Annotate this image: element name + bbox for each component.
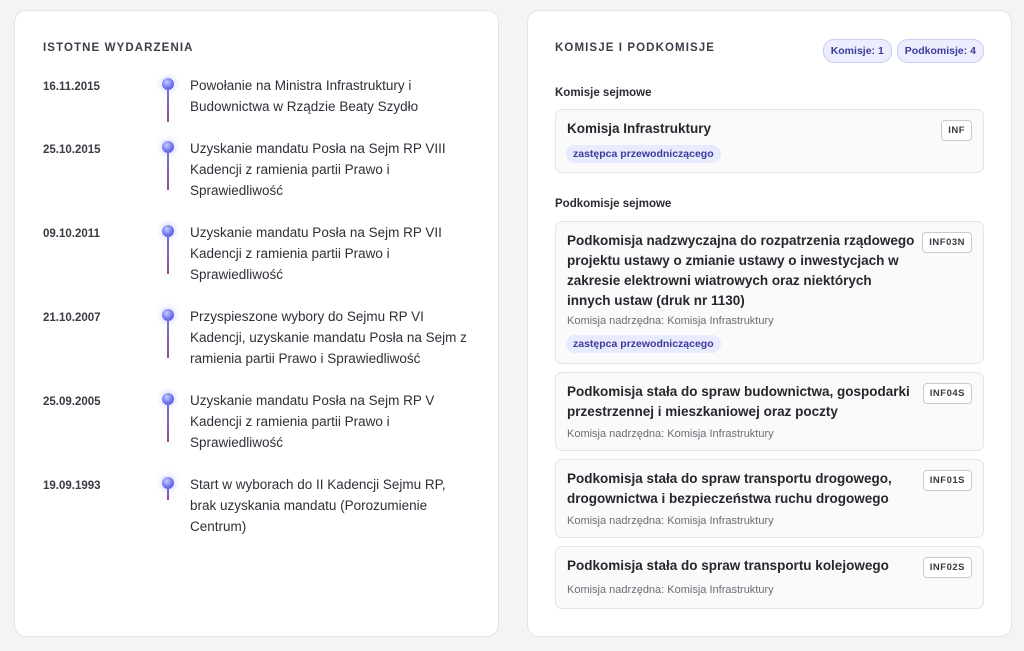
timeline-date: 25.09.2005 (43, 396, 101, 408)
timeline-line (167, 87, 169, 122)
subcommittee-card[interactable] (555, 546, 984, 609)
committee-card[interactable] (555, 109, 984, 173)
role-badge: zastępca przewodniczącego (566, 145, 721, 163)
timeline-text: Przyspieszone wybory do Sejmu RP VI Kadencji, uzyskanie mandatu Posła na Sejm z ramienia partii Prawo i Sprawiedliwość (190, 309, 467, 366)
parent-committee: Komisja nadrzędna: Komisja Infrastruktury (567, 584, 774, 596)
timeline-date: 21.10.2007 (43, 312, 101, 324)
timeline-date: 25.10.2015 (43, 144, 101, 156)
events-card (14, 10, 499, 637)
committees-subheading: Komisje sejmowe (555, 87, 652, 99)
role-badge: zastępca przewodniczącego (566, 335, 721, 353)
parent-committee: Komisja nadrzędna: Komisja Infrastruktury (567, 428, 774, 440)
count-badges (823, 39, 984, 63)
timeline-line (167, 234, 169, 274)
timeline-date: 09.10.2011 (43, 228, 100, 240)
committees-title: KOMISJE I PODKOMISJE (555, 42, 716, 54)
subcommittee-code: INF02S (923, 557, 972, 578)
timeline-line (167, 486, 169, 500)
subcommittee-name: Podkomisja stała do spraw transportu drogowego, drogownictwa i bezpieczeństwa ruchu drogowego (567, 471, 892, 506)
timeline-date: 19.09.1993 (43, 480, 101, 492)
subcommittee-code: INF04S (923, 383, 972, 404)
subcommittee-card[interactable] (555, 372, 984, 451)
events-title: ISTOTNE WYDARZENIA (43, 42, 194, 54)
timeline-date: 16.11.2015 (43, 81, 100, 93)
timeline-text: Powołanie na Ministra Infrastruktury i Budownictwa w Rządzie Beaty Szydło (190, 78, 419, 114)
subcommittee-code: INF03N (922, 232, 972, 253)
subcommittees-count-badge: Podkomisje: 4 (897, 39, 984, 63)
timeline-text: Start w wyborach do II Kadencji Sejmu RP, brak uzyskania mandatu (Porozumienie Centrum) (190, 477, 446, 534)
subcommittee-code: INF01S (923, 470, 972, 491)
subcommittee-name: Podkomisja stała do spraw transportu kolejowego (567, 558, 889, 573)
subcommittee-card[interactable] (555, 459, 984, 538)
subcommittee-card[interactable] (555, 221, 984, 364)
subcommittee-name: Podkomisja nadzwyczajna do rozpatrzenia rządowego projektu ustawy o zmianie ustawy o inwestycjach w zakresie elektrowni wiatrowych oraz niektórych innych ustaw (druk nr 1130) (567, 233, 915, 308)
parent-committee: Komisja nadrzędna: Komisja Infrastruktury (567, 315, 774, 327)
subcommittees-subheading: Podkomisje sejmowe (555, 198, 672, 210)
committees-count-badge: Komisje: 1 (823, 39, 892, 63)
parent-committee: Komisja nadrzędna: Komisja Infrastruktury (567, 515, 774, 527)
timeline-text: Uzyskanie mandatu Posła na Sejm RP VII Kadencji z ramienia partii Prawo i Sprawiedliwość (190, 225, 442, 282)
timeline-line (167, 402, 169, 442)
committee-code: INF (941, 120, 972, 141)
timeline-text: Uzyskanie mandatu Posła na Sejm RP VIII Kadencji z ramienia partii Prawo i Sprawiedliwość (190, 141, 446, 198)
timeline-line (167, 318, 169, 358)
timeline-line (167, 150, 169, 190)
timeline-text: Uzyskanie mandatu Posła na Sejm RP V Kadencji z ramienia partii Prawo i Sprawiedliwość (190, 393, 435, 450)
committee-name: Komisja Infrastruktury (567, 121, 712, 136)
subcommittee-name: Podkomisja stała do spraw budownictwa, gospodarki przestrzennej i mieszkaniowej oraz poczty (567, 384, 910, 419)
committees-card (527, 10, 1012, 637)
